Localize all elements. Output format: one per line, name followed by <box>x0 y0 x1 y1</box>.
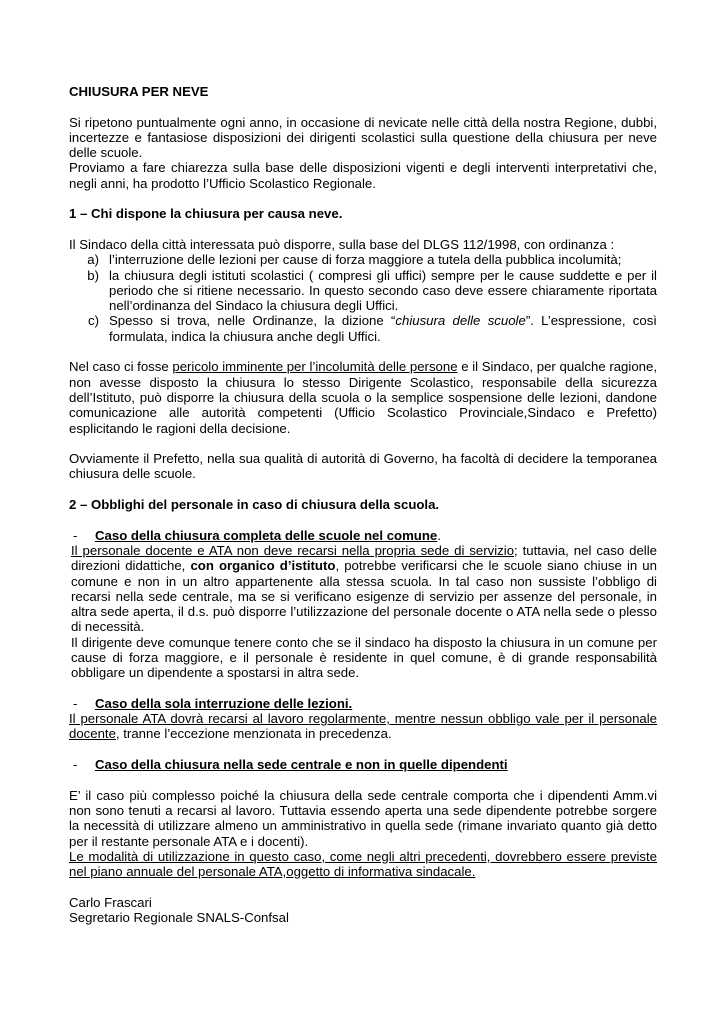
danger-text-start: Nel caso ci fosse <box>69 359 173 375</box>
list-item-text-end: ”. L’espressione, così formulata, indica la chiusura anche degli Uffici. <box>109 313 657 344</box>
signature-name: Carlo Frascari <box>69 894 152 910</box>
danger-text-end: e il Sindaco, per qualche ragione, non avesse disposto la chiusura lo stesso Dirigente Scolastico, responsabile della sicurezza dell’Istituto, può disporre la chiusura della scuola o la semplice sospensione delle lezioni, dandone comunicazione alle autorità competenti (Ufficio Scolastico Provinciale,Sindaco e Prefetto) esplicitando le ragioni della decisione. <box>69 359 657 436</box>
case-3-paragraph-2: Le modalità di utilizzazione in questo caso, come negli altri precedenti, dovrebbero essere previste nel piano annuale del personale ATA,oggetto di informativa sindacale. <box>69 848 657 880</box>
danger-underlined-phrase: pericolo imminente per l’incolumità delle persone <box>172 359 458 375</box>
case-3-paragraph-1: E’ il caso più complesso poiché la chiusura della sede centrale comporta che i dipendenti Amm.vi non sono tenuti a recarsi al lavoro. Tuttavia essendo aperta una sede dipendente potrebbe sorgere la necessità di utilizzare almeno un amministrativo in quella sede (rimane invariato quanto già detto per il restante personale ATA e i docenti). <box>69 787 657 849</box>
case-2-header <box>69 696 657 711</box>
signature-role: Segretario Regionale SNALS-Confsal <box>69 910 289 926</box>
case-1-text-b: , potrebbe verificarsi che le scuole siano chiuse in un comune e non in un altro appartenente alla stessa scuola. In tal caso non sussiste l’obbligo di recarsi nella sede centrale, ma se si verificano esigenze di servizio per assenze del personale, in altra sede aperta, il d.s. può disporre l’utilizzazione del personale docente o ATA nella sede o plesso di necessità. <box>71 558 657 635</box>
case-1-bold-phrase: con organico d’istituto <box>190 558 336 574</box>
list-item <box>69 252 657 267</box>
case-2-paragraph <box>69 711 657 742</box>
section-2-heading: 2 – Obblighi del personale in caso di chiusura della scuola. <box>69 497 440 513</box>
document-title: CHIUSURA PER NEVE <box>69 84 209 99</box>
intro-paragraph-2: Proviamo a fare chiarezza sulla base delle disposizioni vigenti e degli interventi interpretativi che, negli anni, ha prodotto l’Ufficio Scolastico Regionale. <box>69 160 657 191</box>
list-item <box>69 313 657 344</box>
case-1-paragraph-2: Il dirigente deve comunque tenere conto che se il sindaco ha disposto la chiusura in un comune per cause di forza maggiore, e il personale è residente in quel comune, è di grande responsabilità obbligare un dipendente a spostarsi in altra sede. <box>71 634 657 681</box>
case-2-underlined-phrase: Il personale ATA dovrà recarsi al lavoro regolarmente, mentre nessun obbligo vale per il personale docente <box>69 711 657 742</box>
case-1-paragraph-1 <box>69 543 657 635</box>
list-marker: b) <box>87 267 99 283</box>
section-1-heading: 1 – Chi dispone la chiusura per causa neve. <box>69 206 343 222</box>
list-marker: c) <box>88 313 99 329</box>
case-2-text-end: , tranne l’eccezione menzionata in precedenza. <box>115 726 392 742</box>
case-1-underlined-phrase: Il personale docente e ATA non deve recarsi nella propria sede di servizio <box>71 542 515 558</box>
quoted-phrase: chiusura delle scuole <box>395 313 526 329</box>
list-item-text: la chiusura degli istituti scolastici ( compresi gli uffici) sempre per le cause suddette e per il periodo che si ritiene necessario. In questo secondo caso deve essere chiaramente riportata nell’ordinanza del Sindaco la chiusura degli Uffici. <box>109 267 657 314</box>
list-item-text: l’interruzione delle lezioni per cause di forza maggiore a tutela della pubblica incolumità; <box>109 252 622 268</box>
list-item-text <box>109 313 657 344</box>
case-2-heading: Caso della sola interruzione delle lezioni. <box>95 695 353 711</box>
list-marker: a) <box>87 252 99 268</box>
case-1-header <box>69 528 657 543</box>
dash-marker: - <box>73 757 78 773</box>
ordinance-list <box>69 252 657 344</box>
intro-paragraph-1: Si ripetono puntualmente ogni anno, in occasione di nevicate nelle città della nostra Regione, dubbi, incertezze e fantasiose disposizioni dei dirigenti scolastici sulla questione della chiusura per neve delle scuole. <box>69 114 657 161</box>
section-1-lead: Il Sindaco della città interessata può disporre, sulla base del DLGS 112/1998, con ordinanza : <box>69 236 615 252</box>
case-1-heading: Caso della chiusura completa delle scuole nel comune <box>95 527 438 543</box>
case-1-heading-tail: . <box>437 527 441 543</box>
list-item-text-start: Spesso si trova, nelle Ordinanze, la dizione “ <box>109 313 396 329</box>
danger-paragraph <box>69 359 657 435</box>
case-3-heading: Caso della chiusura nella sede centrale e non in quelle dipendenti <box>95 757 508 773</box>
dash-marker: - <box>73 527 78 543</box>
dash-marker: - <box>73 695 78 711</box>
document-page <box>69 84 657 925</box>
list-item <box>69 268 657 314</box>
prefetto-paragraph: Ovviamente il Prefetto, nella sua qualità di autorità di Governo, ha facoltà di decidere la temporanea chiusura delle scuole. <box>69 451 657 482</box>
case-3-header <box>69 757 657 772</box>
case-1-text-a: ; tuttavia, nel caso delle direzioni didattiche, <box>71 542 657 574</box>
